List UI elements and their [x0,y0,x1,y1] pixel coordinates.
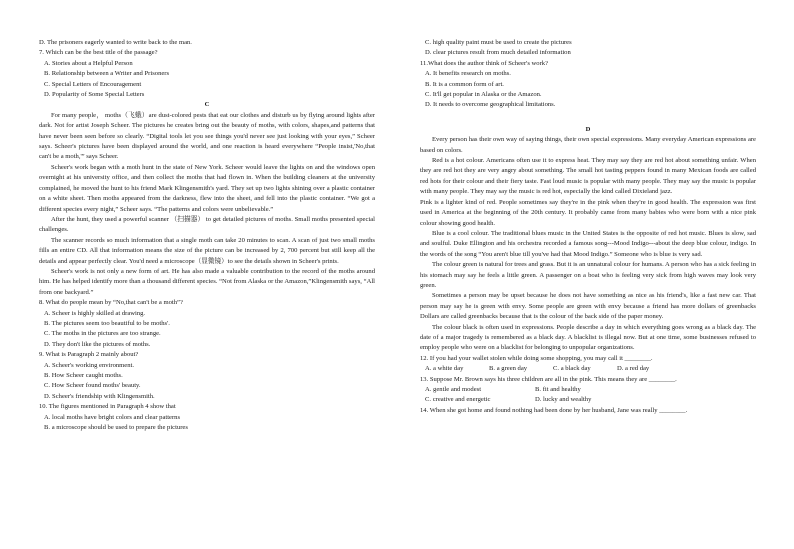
q13-option-d: D. lucky and wealthy [535,396,592,404]
q7-option-a: A. Stories about a Helpful Person [44,59,133,67]
section-d-paragraph-3: Pink is a lighter kind of red. People sometimes say they're in the pink when they're in good health. The expression was first used in America at the beginning of the 20th century. It probably came from many babies who were born with a nice pink colour showing good health. [420,198,756,227]
q10-option-d: D. clear pictures result from much detailed information [425,49,571,57]
q12-stem: 12. If you had your wallet stolen while doing some shopping, you may call it ________. [420,354,653,362]
q6-option-d: D. The prisoners eagerly wanted to write back to the man. [39,39,192,46]
right-column [420,38,756,416]
q9-option-c: C. How Scheer found moths' beauty. [44,382,141,390]
section-d-paragraph-6: Sometimes a person may be upset because he does not have something as nice as his friend's, like a fast new car. That person may say he is green with envy. Some people are green with envy because a friend has more dollars of greenbacks Dollars are called greenbacks because that is the colour of the back side of the paper money. [420,292,756,321]
section-d-paragraph-2: Red is a hot colour. Americans often use it to express heat. They may say they are red hot about something unfair. When they are red hot they are very angry about something. The small hot tasting peppers found in many Mexican foods are called red hots for their colour and their fiery taste. Fast loud music is popular with many people. They may say the music is popular with many people. They may say the music is red hot, especially the kind called Dixieland jazz. [420,157,756,196]
q8-option-b: B. The pictures seem too beautiful to be moths'. [44,319,170,327]
section-d-heading: D [585,125,591,133]
section-c-paragraph-5: Scheer's work is not only a new form of art. He has also made a valuable contribution to the record of the moths around him. He has helped identify more than a thousand different species. “Not from Alaska or the Amazon,”Klingensmith says, “All from one backyard.” [39,267,375,296]
q13-stem: 13. Suppose Mr. Brown says his three children are all in the pink. This means they are ________. [420,375,677,383]
section-d-paragraph-4: Blue is a cool colour. The traditional blues music in the United States is the opposite of red hot music. Blues is slow, sad and soulful. Duke Ellington and his orchestra recorded a famous song---Mood Indigo---about the deep blue colour, indigo. In the words of the song “You aren't blue till you've had that Mood Indigo.” Someone who is blue is very sad. [420,229,756,258]
q10-stem: 10. The figures mentioned in Paragraph 4 show that [39,403,176,411]
q7-option-d: D. Popularity of Some Special Letters [44,91,145,99]
q12-option-b: B. a green day [489,365,528,373]
q13-option-c: C. creative and energetic [425,396,491,404]
q8-option-d: D. They don't like the pictures of moths. [44,340,151,348]
section-c-paragraph-3: After the hunt, they used a powerful scanner （扫描器） to get detailed pictures of moths. Small moths presented special challenges. [39,215,375,234]
q8-stem: 8. What do people mean by “No,that can't be a moth”? [39,299,183,307]
q13-option-a: A. gentle and modest [425,386,482,393]
q8-option-a: A. Scheer is highly skilled at drawing. [44,309,146,317]
q11-option-b: B. It is a common form of art. [425,80,504,88]
q13-options-row-1 [420,385,756,395]
section-c-paragraph-1: For many people， moths（飞蛾）are dust-colored pests that eat our clothes and disturb us by flying around lights after dark. Not for artist Joseph Scheer. The pictures he creates bring out the beauty of moths, with colors, shapes,and patterns that have never been seen before so clearly. “Digital tools let you see things you'd never see just looking with your eyes,” Scheer says. Scheer's pictures have been displayed around the world, and one reaction is heard everywhere “People insist,'No,that can't be a moth,'” says Scheer. [39,111,375,161]
q11-stem: 11.What does the author think of Scheer's work? [420,59,549,67]
q11-option-d: D. It needs to overcome geographical limitations. [425,101,556,109]
section-d-paragraph-5: The colour green is natural for trees and grass. But it is an unnatural colour for humans. A person who has a sick feeling in his stomach may say he feels a little green. A passenger on a boat who is feeling very sick from high waves may look very green. [420,261,756,289]
q12-options [420,364,756,374]
q12-option-a: A. a white day [425,365,464,373]
q13-option-b: B. fit and healthy [535,386,581,393]
q9-option-b: B. How Scheer caught moths. [44,372,123,379]
section-d-paragraph-1: Every person has their own way of saying things, their own special expressions. Many everyday American expressions are based on colors. [420,136,756,154]
q10-option-b: B. a microscope should be used to prepare the pictures [44,424,188,432]
section-c-heading: C [204,101,210,109]
section-d-paragraph-7: The colour black is often used in expressions. People describe a day in which everything goes wrong as a black day. The date of a major tragedy is remembered as a black day. A blacklist is illegal now. But at one time, some businesses refused to employ people who were on a blacklist for belonging to unpopular organizations. [420,323,756,352]
q12-option-c: C. a black day [553,365,591,373]
q13-options-row-2 [420,395,756,405]
q10-option-a: A. local moths have bright colors and clear patterns [44,413,181,421]
q7-option-b: B. Relationship between a Writer and Prisoners [44,70,170,78]
q11-option-c: C. It'll get popular in Alaska or the Amazon. [425,91,542,99]
q10-option-c: C. high quality paint must be used to create the pictures [425,39,572,46]
q9-stem: 9. What is Paragraph 2 mainly about? [39,351,139,359]
q9-option-a: A. Scheer's working environment. [44,361,135,369]
q12-option-d: D. a red day [617,365,650,373]
q8-option-c: C. The moths in the pictures are too strange. [44,330,161,338]
left-column [39,38,375,433]
section-c-paragraph-2: Scheer's work began with a moth hunt in the state of New York. Scheer would leave the lights on and the windows open overnight at his university office, and then collect the moths that had flown in. When the building cleaners at the university complained, he moved the hunt to his friend Mark Klingensmith's yard. They set up two lights shining over a plastic container on a white sheet. Then moths appeared from the darkness, flew into the sheet, and fell into the plastic container. “We got a different species every night,” Scheer says. “The patterns and colors were unbelievable.” [39,163,375,213]
q7-option-c: C. Special Letters of Encouragement [44,80,142,88]
q11-option-a: A. It benefits research on moths. [425,70,511,78]
section-c-paragraph-4: The scanner records so much information that a single moth can take 20 minutes to scan. A scan of just two small moths fills an entire CD. All that information means the size of the picture can be increased by 2, 700 percent but still keep all the details and appear perfectly clear. You'd need a microscope（显微镜）to see the details shown in Scheer's prints. [39,236,375,265]
q7-stem: 7. Which can be the best title of the passage? [39,49,158,57]
q9-option-d: D. Scheer's friendship with Klingensmith. [44,392,155,400]
q14-stem: 14. When she got home and found nothing had been done by her husband, Jane was really ________. [420,406,688,414]
